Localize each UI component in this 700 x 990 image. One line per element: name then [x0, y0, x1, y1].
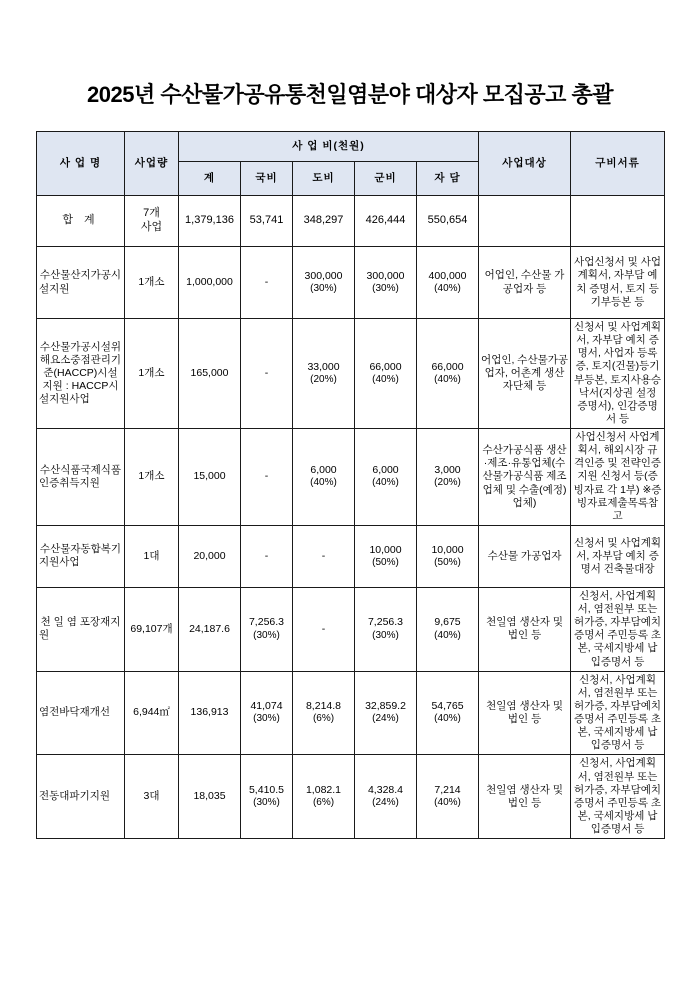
cell-total: 24,187.6	[179, 587, 241, 671]
cell-business-name: 전동대파기지원	[37, 755, 125, 839]
cell-total: 15,000	[179, 429, 241, 526]
cell-self: 54,765 (40%)	[417, 671, 479, 755]
table-row	[37, 247, 665, 319]
cell-provincial: 8,214.8 (6%)	[293, 671, 355, 755]
cell-documents: 사업신청서 사업계획서, 해외시장 규격인증 및 전략인증 지원 신청서 등(증빙자료 각 1부) ※증빙자료제출목록참고	[571, 429, 665, 526]
cell-provincial: -	[293, 587, 355, 671]
table-header	[37, 132, 665, 196]
cell-target: 수산가공식품 생산·제조·유통업체(수산물가공식품 제조업체 및 수출(예정)업체)	[479, 429, 571, 526]
cell-target: 어업인, 수산물 가공업자 등	[479, 247, 571, 319]
cell-national: 7,256.3 (30%)	[241, 587, 293, 671]
cell-quantity: 6,944㎡	[125, 671, 179, 755]
header-county: 군비	[355, 162, 417, 196]
cell-county: 6,000 (40%)	[355, 429, 417, 526]
cell-total: 20,000	[179, 525, 241, 587]
cell-county: 66,000 (40%)	[355, 319, 417, 429]
cell-national: 5,410.5 (30%)	[241, 755, 293, 839]
cell-business-name: 수산물산지가공시설지원	[37, 247, 125, 319]
cell-national: 53,741	[241, 196, 293, 247]
cell-target: 천일염 생산자 및 법인 등	[479, 755, 571, 839]
cell-documents: 신청서 및 사업계획서, 자부담 예치 증명서 건축물대장	[571, 525, 665, 587]
cell-quantity: 1대	[125, 525, 179, 587]
cell-quantity: 3대	[125, 755, 179, 839]
cell-national: -	[241, 247, 293, 319]
cell-county: 300,000 (30%)	[355, 247, 417, 319]
cell-documents: 신청서 및 사업계획서, 자부담 예치 증명서, 사업자 등록증, 토지(건물)등기부등본, 토지사용승낙서(지상권 설정 증명서), 인감증명서 등	[571, 319, 665, 429]
cell-quantity: 69,107개	[125, 587, 179, 671]
cell-total: 165,000	[179, 319, 241, 429]
cell-county: 4,328.4 (24%)	[355, 755, 417, 839]
table-row	[37, 671, 665, 755]
table-row	[37, 587, 665, 671]
summary-table	[36, 131, 665, 839]
cell-documents: 사업신청서 및 사업계획서, 자부담 예치 증명서, 토지 등기부등본 등	[571, 247, 665, 319]
cell-provincial: 6,000 (40%)	[293, 429, 355, 526]
cell-business-name: 염전바닥재개선	[37, 671, 125, 755]
cell-target: 천일염 생산자 및 법인 등	[479, 587, 571, 671]
cell-target: 어업인, 수산물가공업자, 어촌계 생산자단체 등	[479, 319, 571, 429]
cell-self: 400,000 (40%)	[417, 247, 479, 319]
cell-quantity: 1개소	[125, 429, 179, 526]
header-documents: 구비서류	[571, 132, 665, 196]
cell-county: 32,859.2 (24%)	[355, 671, 417, 755]
table-row	[37, 429, 665, 526]
cell-county: 426,444	[355, 196, 417, 247]
cell-county: 7,256.3 (30%)	[355, 587, 417, 671]
cell-quantity: 1개소	[125, 319, 179, 429]
cell-total: 1,379,136	[179, 196, 241, 247]
cell-provincial: 300,000 (30%)	[293, 247, 355, 319]
header-total: 계	[179, 162, 241, 196]
table-row	[37, 525, 665, 587]
header-provincial: 도비	[293, 162, 355, 196]
cell-target: 천일염 생산자 및 법인 등	[479, 671, 571, 755]
cell-business-name: 수산식품국제식품인증취득지원	[37, 429, 125, 526]
page-title: 2025년 수산물가공유통천일염분야 대상자 모집공고 총괄	[87, 82, 613, 107]
header-quantity: 사업량	[125, 132, 179, 196]
header-cost-group: 사 업 비(천원)	[179, 132, 479, 162]
table-body	[37, 196, 665, 839]
cell-national: -	[241, 525, 293, 587]
cell-self: 9,675 (40%)	[417, 587, 479, 671]
cell-national: -	[241, 319, 293, 429]
cell-business-name: 천 일 염 포장재지원	[37, 587, 125, 671]
header-self: 자 담	[417, 162, 479, 196]
cell-provincial: 1,082.1 (6%)	[293, 755, 355, 839]
cell-business-name: 합 계	[37, 196, 125, 247]
cell-county: 10,000 (50%)	[355, 525, 417, 587]
cell-self: 7,214 (40%)	[417, 755, 479, 839]
cell-provincial: -	[293, 525, 355, 587]
header-target: 사업대상	[479, 132, 571, 196]
cell-documents: 신청서, 사업계획서, 염전원부 또는 허가증, 자부담예치증명서 주민등록 초본, 국세지방세 납입증명서 등	[571, 755, 665, 839]
cell-provincial: 348,297	[293, 196, 355, 247]
table-row	[37, 755, 665, 839]
cell-national: 41,074 (30%)	[241, 671, 293, 755]
cell-documents: 신청서, 사업계획서, 염전원부 또는 허가증, 자부담예치증명서 주민등록 초본, 국세지방세 납입증명서 등	[571, 671, 665, 755]
cell-self: 3,000 (20%)	[417, 429, 479, 526]
cell-documents	[571, 196, 665, 247]
cell-quantity: 7개 사업	[125, 196, 179, 247]
cell-total: 18,035	[179, 755, 241, 839]
cell-self: 550,654	[417, 196, 479, 247]
cell-national: -	[241, 429, 293, 526]
table-row	[37, 196, 665, 247]
cell-total: 136,913	[179, 671, 241, 755]
cell-total: 1,000,000	[179, 247, 241, 319]
header-business-name: 사 업 명	[37, 132, 125, 196]
cell-target	[479, 196, 571, 247]
cell-business-name: 수산물자동합복기지원사업	[37, 525, 125, 587]
cell-quantity: 1개소	[125, 247, 179, 319]
header-national: 국비	[241, 162, 293, 196]
cell-self: 10,000 (50%)	[417, 525, 479, 587]
cell-target: 수산물 가공업자	[479, 525, 571, 587]
cell-documents: 신청서, 사업계획서, 염전원부 또는 허가증, 자부담예치증명서 주민등록 초본, 국세지방세 납입증명서 등	[571, 587, 665, 671]
cell-provincial: 33,000 (20%)	[293, 319, 355, 429]
cell-self: 66,000 (40%)	[417, 319, 479, 429]
table-row	[37, 319, 665, 429]
cell-business-name: 수산물가공시설위해요소중점관리기준(HACCP)시설지원 : HACCP시설지원사업	[37, 319, 125, 429]
